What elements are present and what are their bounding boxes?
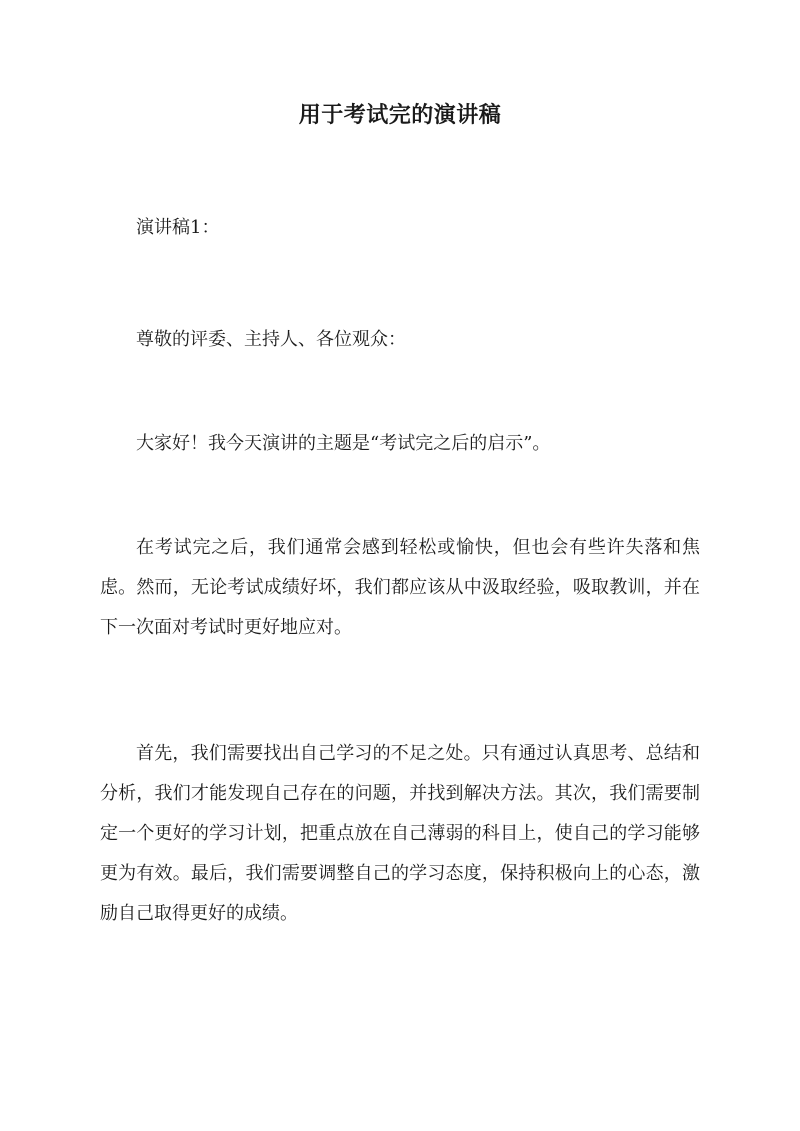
document-title: 用于考试完的演讲稿 bbox=[298, 102, 502, 128]
greeting-paragraph: 大家好！我今天演讲的主题是“考试完之后的启示”。 bbox=[136, 433, 551, 454]
salutation-paragraph: 尊敬的评委、主持人、各位观众： bbox=[136, 329, 406, 350]
body-paragraph-1: 在考试完之后，我们通常会感到轻松或愉快，但也会有些许失落和焦虑。然而，无论考试成绩好坏，我们都应该从中汲取经验，吸取教训，并在下一次面对考试时更好地应对。 bbox=[100, 537, 700, 638]
speech-heading: 演讲稿1： bbox=[136, 217, 220, 238]
body-paragraph-2: 首先，我们需要找出自己学习的不足之处。只有通过认真思考、总结和分析，我们才能发现自己存在的问题，并找到解决方法。其次，我们需要制定一个更好的学习计划，把重点放在自己薄弱的科目上，使自己的学习能够更为有效。最后，我们需要调整自己的学习态度，保持积极向上的心态，激励自己取得更好的成绩。 bbox=[100, 743, 700, 924]
